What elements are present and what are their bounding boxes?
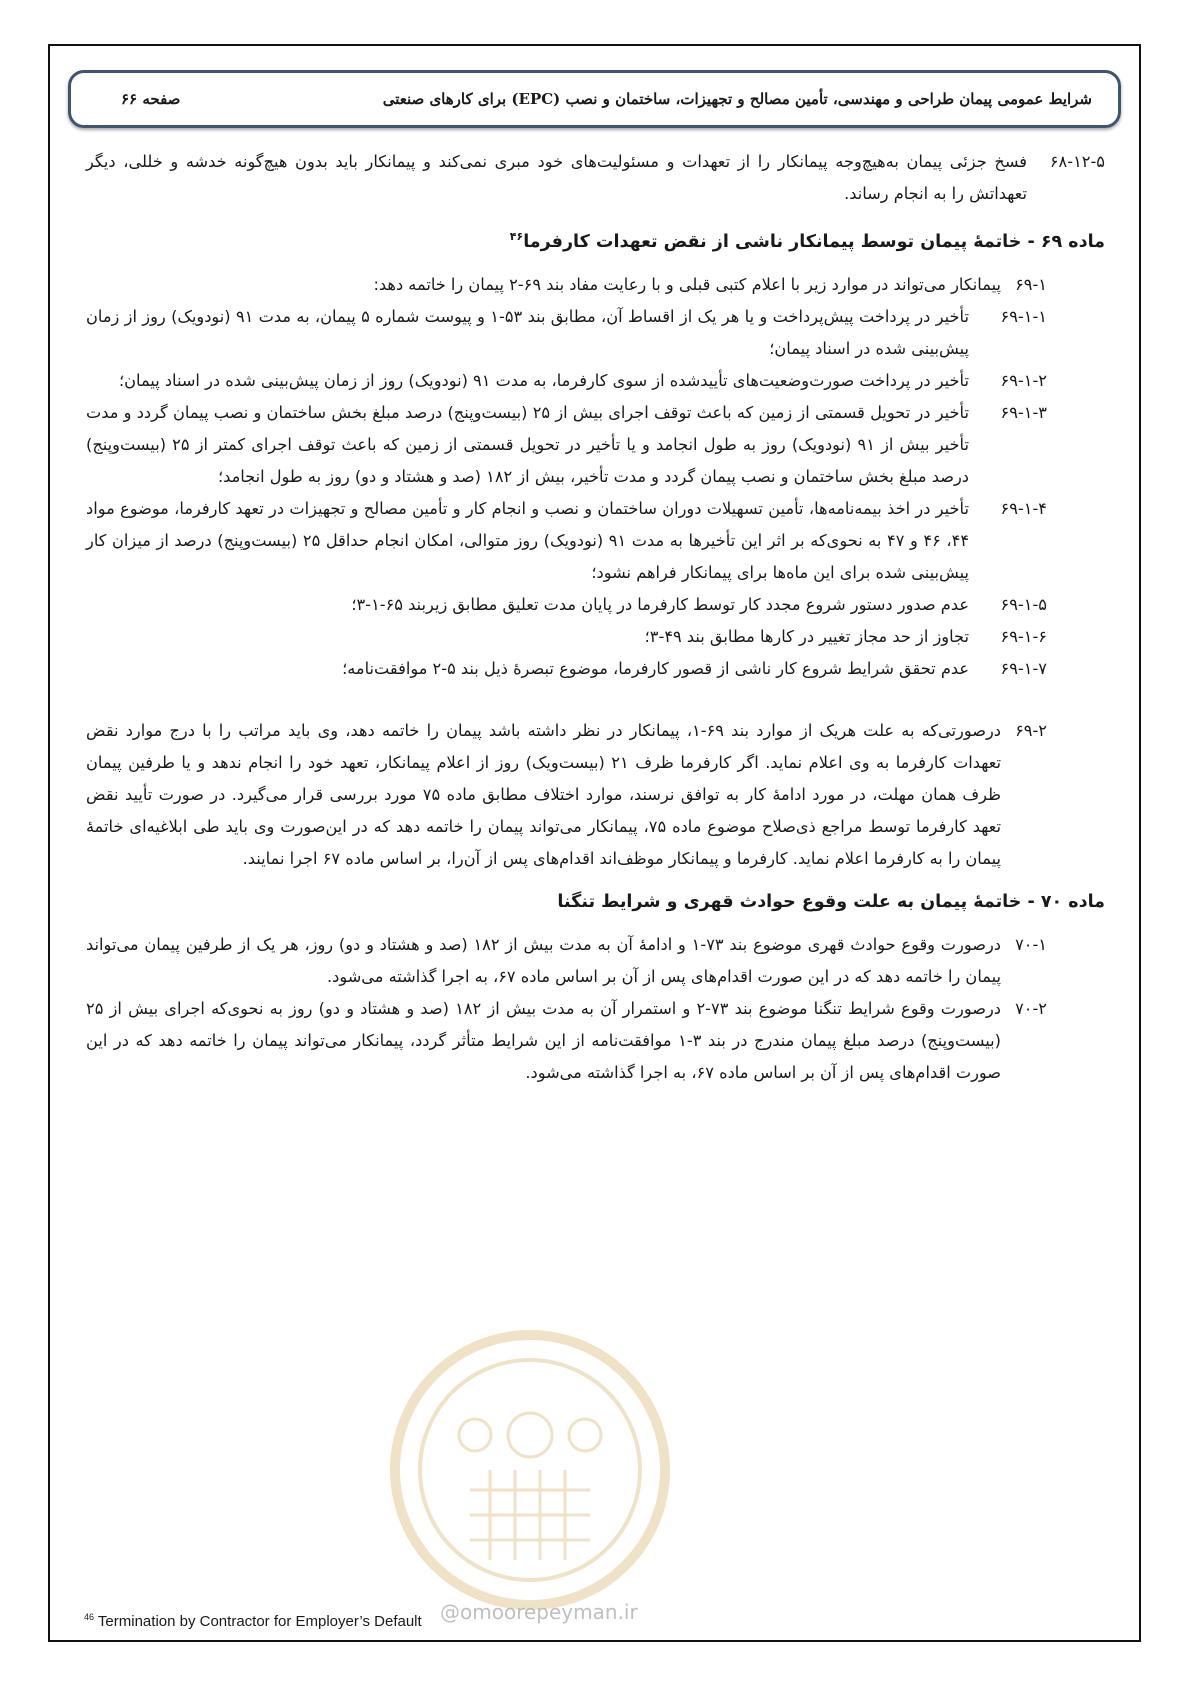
clause-number: ۶۹-۲ — [1015, 720, 1047, 740]
clause-68-12-5 — [86, 146, 1105, 210]
clause-number: ۶۸-۱۲-۵ — [1049, 152, 1105, 171]
clause-text: عدم صدور دستور شروع مجدد کار توسط کارفرما در پایان مدت تعلیق مطابق زیربند ۶۵-۱-۳؛ — [351, 594, 969, 614]
article-70-heading — [86, 885, 1105, 919]
clause-69-1-item — [86, 397, 1105, 493]
clause-text: عدم تحقق شرایط شروع کار ناشی از قصور کارفرما، موضوع تبصرهٔ ذیل بند ۵-۲ موافقت‌نامه؛ — [342, 658, 969, 678]
clause-text: تأخیر در اخذ بیمه‌نامه‌ها، تأمین تسهیلات دوران ساختمان و نصب و انجام کار و تأمین مصالح و تجهیزات در تعهد کارفرما، موضوع مواد ۴۴، ۴۶ و ۴۷ به نحوی‌که بر اثر این تأخیرها به مدت ۹۱ (نودویک) روز متوالی، امکان انجام حداقل ۲۵ (بیست‌وپنج) درصد از میزان کار پیش‌بینی شده برای این ماه‌ها برای پیمانکار فراهم نشود؛ — [86, 498, 970, 582]
watermark-site: @omoorepeyman.ir — [440, 1600, 638, 1624]
clause-text: تأخیر در پرداخت صورت‌وضعیت‌های تأییدشده از سوی کارفرما، به مدت ۹۱ (نودویک) روز از زمان پیش‌بینی شده در اسناد پیمان؛ — [118, 370, 969, 390]
footnote-text: Termination by Contractor for Employer’s Default — [97, 1613, 422, 1630]
clause-text: فسخ جزئی پیمان به‌هیچ‌وجه پیمانکار را از تعهدات و مسئولیت‌های خود مبری نمی‌کند و پیمانکار باید بدون هیچ‌گونه خدشه و خللی، دیگر تعهداتش را به انجام رساند. — [86, 152, 1027, 203]
clause-69-1-item — [86, 621, 1105, 653]
clause-text: تجاوز از حد مجاز تغییر در کارها مطابق بند ۴۹-۳؛ — [644, 626, 969, 646]
heading-text: ماده ۶۹ - خاتمهٔ پیمان توسط پیمانکار ناشی از نقض تعهدات کارفرما — [523, 231, 1105, 252]
clause-69-1-item — [86, 493, 1105, 589]
clause-number: ۶۹-۱-۲ — [1000, 370, 1047, 390]
clause-number: ۷۰-۲ — [1015, 998, 1047, 1018]
footnote-number: 46 — [84, 1612, 95, 1622]
footnote-ref: ۴۶ — [509, 230, 524, 243]
clause-70-2 — [86, 993, 1105, 1089]
clause-number: ۶۹-۱-۴ — [1000, 498, 1047, 518]
clause-text: درصورت وقوع شرایط تنگنا موضوع بند ۷۳-۲ و استمرار آن به مدت بیش از ۱۸۲ (صد و هشتاد و دو) روز به نحوی‌که اجرای بیش از ۲۵ (بیست‌وپنج) درصد مبلغ پیمان مندرج در بند ۳-۱ موافقت‌نامه از این شرایط متأثر گردد، پیمانکار می‌تواند پیمان را خاتمه دهد که در این صورت اقدام‌های پس از آن بر اساس ماده ۶۷، به اجرا گذاشته می‌شود. — [86, 998, 1001, 1082]
clause-number: ۶۹-۱-۱ — [1000, 306, 1047, 326]
clause-text: درصورتی‌که به علت هریک از موارد بند ۶۹-۱، پیمانکار در نظر داشته باشد پیمان را خاتمه دهد، وی باید مراتب را با درج موارد نقض تعهدات کارفرما به وی اعلام نماید. اگر کارفرما ظرف ۲۱ (بیست‌ویک) روز از اعلام پیمانکار، تعهد خود را انجام ندهد و یا طرفین پیمان ظرف همان مهلت، در مورد ادامهٔ کار به توافق نرسند، موارد اختلاف مطابق ماده ۷۵ مورد بررسی قرار می‌گیرد. در صورت تأیید نقض تعهد کارفرما توسط مراجع ذی‌صلاح موضوع ماده ۷۵، پیمانکار می‌تواند پیمان را خاتمه دهد که در این‌صورت وی باید طی ابلاغیه‌ای خاتمهٔ پیمان را به کارفرما اعلام نماید. کارفرما و پیمانکار موظف‌اند اقدام‌های پس از آن‌را، بر اساس ماده ۶۷ اجرا نمایند. — [86, 720, 1001, 868]
clause-69-1-item — [86, 301, 1105, 365]
document-body — [86, 146, 1105, 1089]
clause-69-1-item — [86, 589, 1105, 621]
seal-watermark — [380, 1320, 680, 1620]
clause-number: ۶۹-۱-۳ — [1000, 402, 1047, 422]
page-header — [68, 70, 1121, 128]
clause-70-1 — [86, 929, 1105, 993]
clause-number: ۶۹-۱-۷ — [1000, 658, 1047, 678]
clause-text: تأخیر در پرداخت پیش‌پرداخت و یا هر یک از اقساط آن، مطابق بند ۵۳-۱ و پیوست شماره ۵ پیمان، به مدت ۹۱ (نودویک) روز از زمان پیش‌بینی شده در اسناد پیمان؛ — [86, 306, 969, 358]
clause-text: پیمانکار می‌تواند در موارد زیر با اعلام کتبی قبلی و با رعایت مفاد بند ۶۹-۲ پیمان را خاتمه دهد: — [373, 274, 1001, 294]
clause-text: تأخیر در تحویل قسمتی از زمین که باعث توقف اجرای بیش از ۲۵ (بیست‌وپنج) درصد مبلغ بخش ساختمان و نصب پیمان گردد و مدت تأخیر بیش از ۹۱ (نودویک) روز به طول انجامد و یا تأخیر در تحویل قسمتی از زمین که باعث توقف اجرای کمتر از ۲۵ (بیست‌وپنج) درصد مبلغ بخش ساختمان و نصب پیمان گردد و مدت تأخیر، بیش از ۱۸۲ (صد و هشتاد و دو) روز به طول انجامد؛ — [86, 402, 969, 486]
clause-number: ۶۹-۱ — [1015, 274, 1047, 294]
article-69-heading — [86, 220, 1105, 259]
clause-number: ۷۰-۱ — [1015, 934, 1047, 954]
clause-69-1 — [86, 269, 1105, 301]
clause-text: درصورت وقوع حوادث قهری موضوع بند ۷۳-۱ و ادامهٔ آن به مدت بیش از ۱۸۲ (صد و هشتاد و دو) روز، هر یک از طرفین پیمان می‌تواند پیمان را خاتمه دهد که در این صورت اقدام‌های پس از آن بر اساس ماده ۶۷، به اجرا گذاشته می‌شود. — [86, 934, 1001, 986]
clause-number: ۶۹-۱-۵ — [1000, 594, 1047, 614]
clause-number: ۶۹-۱-۶ — [1000, 626, 1047, 646]
clause-69-1-list — [86, 301, 1105, 685]
heading-text: ماده ۷۰ - خاتمهٔ پیمان به علت وقوع حوادث قهری و شرایط تنگنا — [557, 891, 1105, 912]
clause-69-1-item — [86, 365, 1105, 397]
page-number: صفحه ۶۶ — [121, 90, 181, 108]
header-title: شرایط عمومی پیمان طراحی و مهندسی، تأمین مصالح و تجهیزات، ساختمان و نصب (EPC) برای کارهای صنعتی — [382, 90, 1092, 108]
clause-69-1-item — [86, 653, 1105, 685]
clause-69-2 — [86, 715, 1105, 875]
footnote — [84, 1612, 422, 1630]
